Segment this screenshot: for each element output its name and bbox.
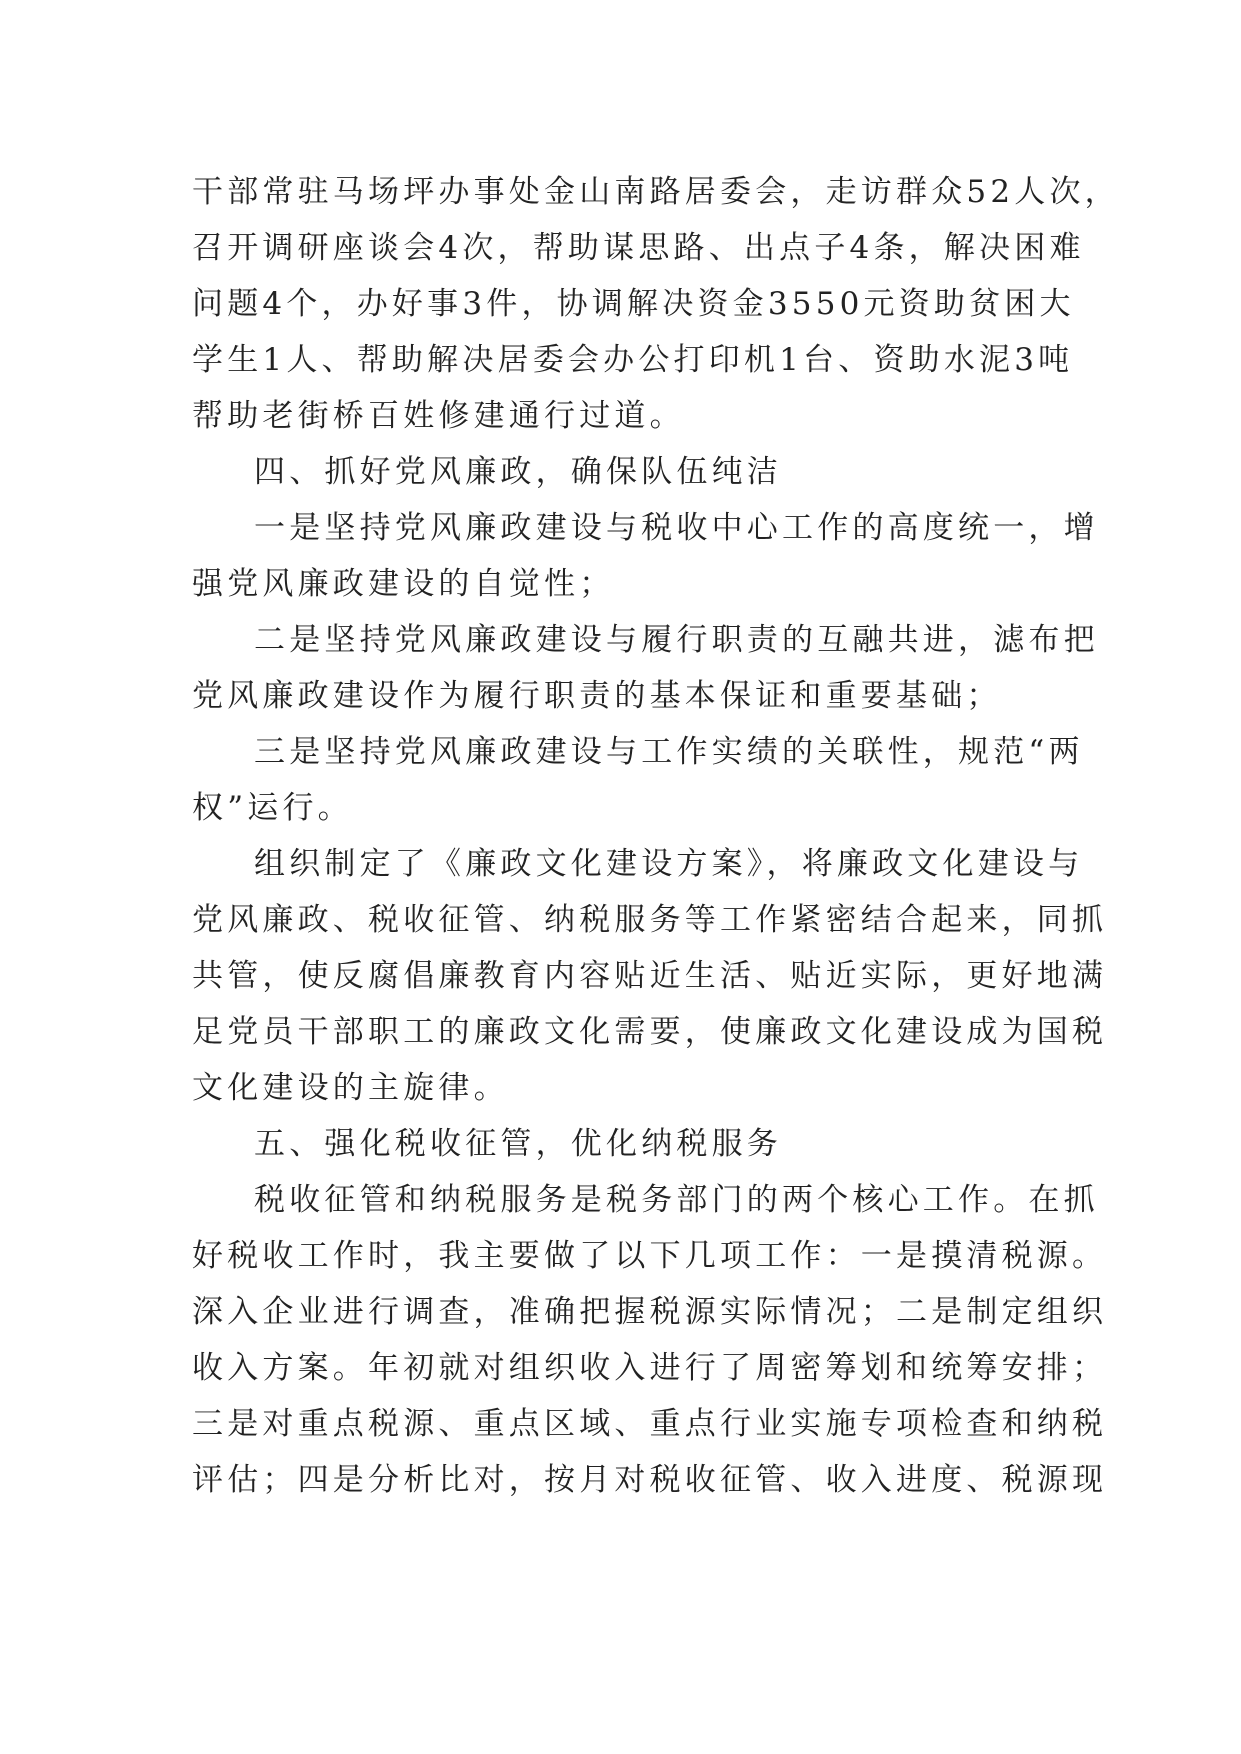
text-line: 好税收工作时，我主要做了以下几项工作：一是摸清税源。 <box>192 1238 1108 1274</box>
text-line: 二是坚持党风廉政建设与履行职责的互融共进，滤布把 <box>254 622 1099 658</box>
text-line: 收入方案。年初就对组织收入进行了周密筹划和统筹安排； <box>192 1350 1108 1386</box>
text-line: 税收征管和纳税服务是税务部门的两个核心工作。在抓 <box>254 1182 1099 1218</box>
text-line: 帮助老街桥百姓修建通行过道。 <box>192 398 685 434</box>
text-line: 党风廉政、税收征管、纳税服务等工作紧密结合起来，同抓 <box>192 902 1108 938</box>
text-line: 干部常驻马场坪办事处金山南路居委会，走访群众52人次， <box>192 174 1120 210</box>
text-line: 评估；四是分析比对，按月对税收征管、收入进度、税源现 <box>192 1462 1108 1498</box>
text-line: 共管，使反腐倡廉教育内容贴近生活、贴近实际，更好地满 <box>192 958 1108 994</box>
text-line: 强党风廉政建设的自觉性； <box>192 566 615 602</box>
text-line: 权”运行。 <box>192 790 353 826</box>
text-line: 组织制定了《廉政文化建设方案》，将廉政文化建设与 <box>254 846 1084 882</box>
section-heading: 四、抓好党风廉政，确保队伍纯洁 <box>254 454 782 490</box>
text-line: 党风廉政建设作为履行职责的基本保证和重要基础； <box>192 678 1002 714</box>
text-line: 文化建设的主旋律。 <box>192 1070 509 1106</box>
section-heading: 五、强化税收征管，优化纳税服务 <box>254 1126 782 1162</box>
text-line: 召开调研座谈会4次，帮助谋思路、出点子4条，解决困难 <box>192 230 1085 266</box>
text-line: 学生1人、帮助解决居委会办公打印机1台、资助水泥3吨 <box>192 342 1074 378</box>
text-line: 深入企业进行调查，准确把握税源实际情况；二是制定组织 <box>192 1294 1108 1330</box>
text-line: 足党员干部职工的廉政文化需要，使廉政文化建设成为国税 <box>192 1014 1108 1050</box>
text-line: 三是对重点税源、重点区域、重点行业实施专项检查和纳税 <box>192 1406 1108 1442</box>
text-line: 问题4个，办好事3件，协调解决资金3550元资助贫困大 <box>192 286 1075 322</box>
text-line: 一是坚持党风廉政建设与税收中心工作的高度统一，增 <box>254 510 1099 546</box>
text-line: 三是坚持党风廉政建设与工作实绩的关联性，规范“两 <box>254 734 1084 770</box>
